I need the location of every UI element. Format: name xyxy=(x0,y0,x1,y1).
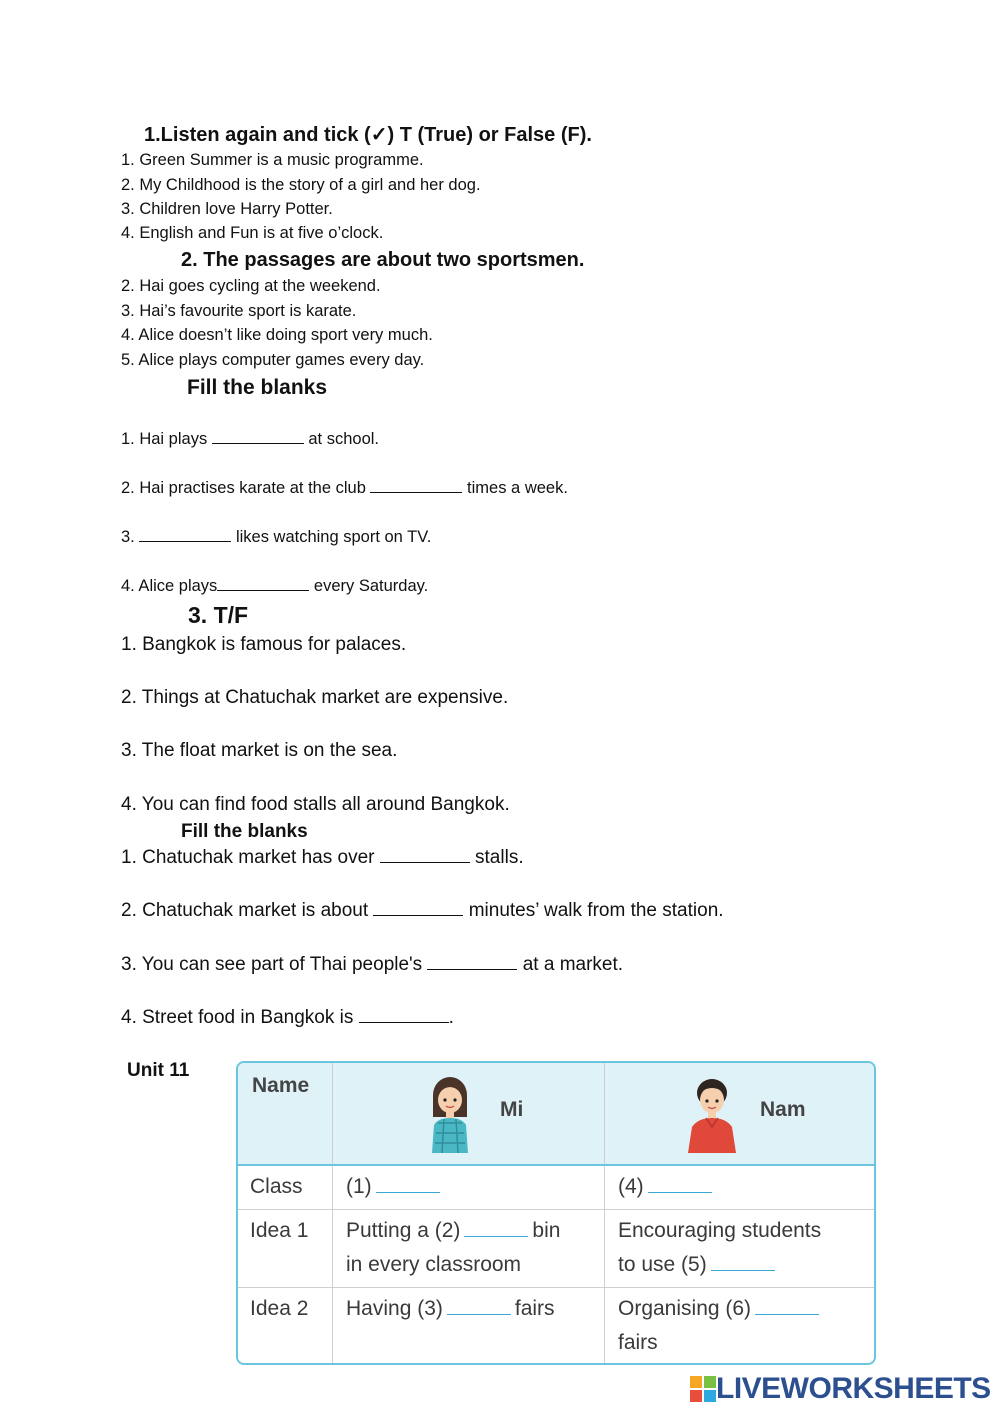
blank-input[interactable] xyxy=(217,589,309,591)
fill-text-before: 4. Alice plays xyxy=(121,577,218,595)
logo-text: LIVEWORKSHEETS xyxy=(716,1372,991,1405)
table-divider xyxy=(238,1287,874,1288)
logo-blocks-icon xyxy=(690,1376,716,1402)
section3-fill-3 xyxy=(121,954,623,976)
fill-text-after: at a market. xyxy=(517,954,624,975)
cell-text: fairs xyxy=(514,1297,555,1320)
section3-item-1: 1. Bangkok is famous for palaces. xyxy=(121,634,407,655)
header-name: Name xyxy=(252,1074,310,1097)
cell-text: (1) xyxy=(346,1175,372,1198)
liveworksheets-logo[interactable] xyxy=(690,1372,991,1406)
blank-input[interactable] xyxy=(370,491,462,493)
table-divider xyxy=(238,1209,874,1210)
unit-table xyxy=(236,1061,876,1365)
section3-fill-1 xyxy=(121,847,524,869)
fill-text-before: 3. You can see part of Thai people's xyxy=(121,954,428,975)
section2-item-3: 4. Alice doesn’t like doing sport very much. xyxy=(121,326,433,344)
section2-fill-3 xyxy=(121,528,431,547)
section2-fill-2 xyxy=(121,479,568,498)
table-divider xyxy=(332,1063,333,1363)
section2-fill-4 xyxy=(121,577,428,596)
fill-text-after: every Saturday. xyxy=(309,577,429,595)
fill-text-before: 1. Hai plays xyxy=(121,430,212,448)
row-label-idea2: Idea 2 xyxy=(250,1297,309,1320)
boy-avatar-icon xyxy=(684,1073,740,1153)
section2-fill-1 xyxy=(121,430,379,449)
fill-text-after: . xyxy=(448,1007,454,1028)
fill-text-before: 3. xyxy=(121,528,140,546)
blank-input[interactable] xyxy=(212,442,304,444)
table-divider xyxy=(238,1164,874,1166)
cell-text: Encouraging students xyxy=(618,1219,822,1242)
cell-text: to use (5) xyxy=(618,1253,707,1276)
row-label-class: Class xyxy=(250,1175,303,1198)
blank-input[interactable] xyxy=(447,1313,511,1315)
cell-text: Having (3) xyxy=(346,1297,443,1320)
fill-text-after: times a week. xyxy=(462,479,568,497)
section1-heading: 1.Listen again and tick (✓) T (True) or False (F). xyxy=(144,124,592,146)
section3-heading: 3. T/F xyxy=(188,602,249,628)
fill-text-before: 2. Hai practises karate at the club xyxy=(121,479,371,497)
section3-item-3: 3. The float market is on the sea. xyxy=(121,740,398,761)
blank-input[interactable] xyxy=(376,1191,440,1193)
header-mi: Mi xyxy=(500,1098,524,1121)
blank-input[interactable] xyxy=(359,1021,449,1023)
blank-input[interactable] xyxy=(139,540,231,542)
header-nam: Nam xyxy=(760,1098,806,1121)
section3-fill-2 xyxy=(121,900,724,922)
section2-item-4: 5. Alice plays computer games every day. xyxy=(121,351,425,369)
section1-item-1: 1. Green Summer is a music programme. xyxy=(121,151,424,169)
blank-input[interactable] xyxy=(373,914,463,916)
cell-text: bin xyxy=(532,1219,561,1242)
fill-text-after: stalls. xyxy=(469,847,524,868)
blank-input[interactable] xyxy=(648,1191,712,1193)
section2-fill-heading: Fill the blanks xyxy=(187,376,328,399)
blank-input[interactable] xyxy=(380,861,470,863)
cell-text: (4) xyxy=(618,1175,644,1198)
mi-idea2-cell xyxy=(346,1292,555,1326)
section2-heading: 2. The passages are about two sportsmen. xyxy=(181,249,585,271)
section3-fill-4 xyxy=(121,1007,454,1029)
blank-input[interactable] xyxy=(755,1313,819,1315)
fill-text-before: 2. Chatuchak market is about xyxy=(121,900,374,921)
nam-idea1-cell xyxy=(618,1214,821,1282)
section3-item-4: 4. You can find food stalls all around Bangkok. xyxy=(121,794,510,815)
section2-item-1: 2. Hai goes cycling at the weekend. xyxy=(121,277,381,295)
mi-class-cell xyxy=(346,1170,444,1204)
section1-item-2: 2. My Childhood is the story of a girl and her dog. xyxy=(121,176,481,194)
fill-text-after: likes watching sport on TV. xyxy=(231,528,432,546)
blank-input[interactable] xyxy=(711,1269,775,1271)
nam-class-cell xyxy=(618,1170,716,1204)
nam-idea2-cell xyxy=(618,1292,823,1360)
blank-input[interactable] xyxy=(464,1235,528,1237)
section1-item-3: 3. Children love Harry Potter. xyxy=(121,200,333,218)
fill-text-after: at school. xyxy=(303,430,380,448)
fill-text-after: minutes’ walk from the station. xyxy=(463,900,724,921)
unit-label: Unit 11 xyxy=(127,1060,190,1081)
mi-idea1-cell xyxy=(346,1214,560,1282)
cell-text: Putting a (2) xyxy=(346,1219,461,1242)
section3-item-2: 2. Things at Chatuchak market are expensive. xyxy=(121,687,509,708)
cell-text: fairs xyxy=(618,1331,658,1354)
section1-item-4: 4. English and Fun is at five o’clock. xyxy=(121,224,384,242)
cell-text: in every classroom xyxy=(346,1253,522,1276)
cell-text: Organising (6) xyxy=(618,1297,752,1320)
table-divider xyxy=(604,1063,605,1363)
section3-fill-heading: Fill the blanks xyxy=(181,821,308,842)
fill-text-before: 4. Street food in Bangkok is xyxy=(121,1007,359,1028)
section2-item-2: 3. Hai’s favourite sport is karate. xyxy=(121,302,357,320)
girl-avatar-icon xyxy=(424,1073,476,1153)
fill-text-before: 1. Chatuchak market has over xyxy=(121,847,380,868)
blank-input[interactable] xyxy=(427,968,517,970)
row-label-idea1: Idea 1 xyxy=(250,1219,309,1242)
